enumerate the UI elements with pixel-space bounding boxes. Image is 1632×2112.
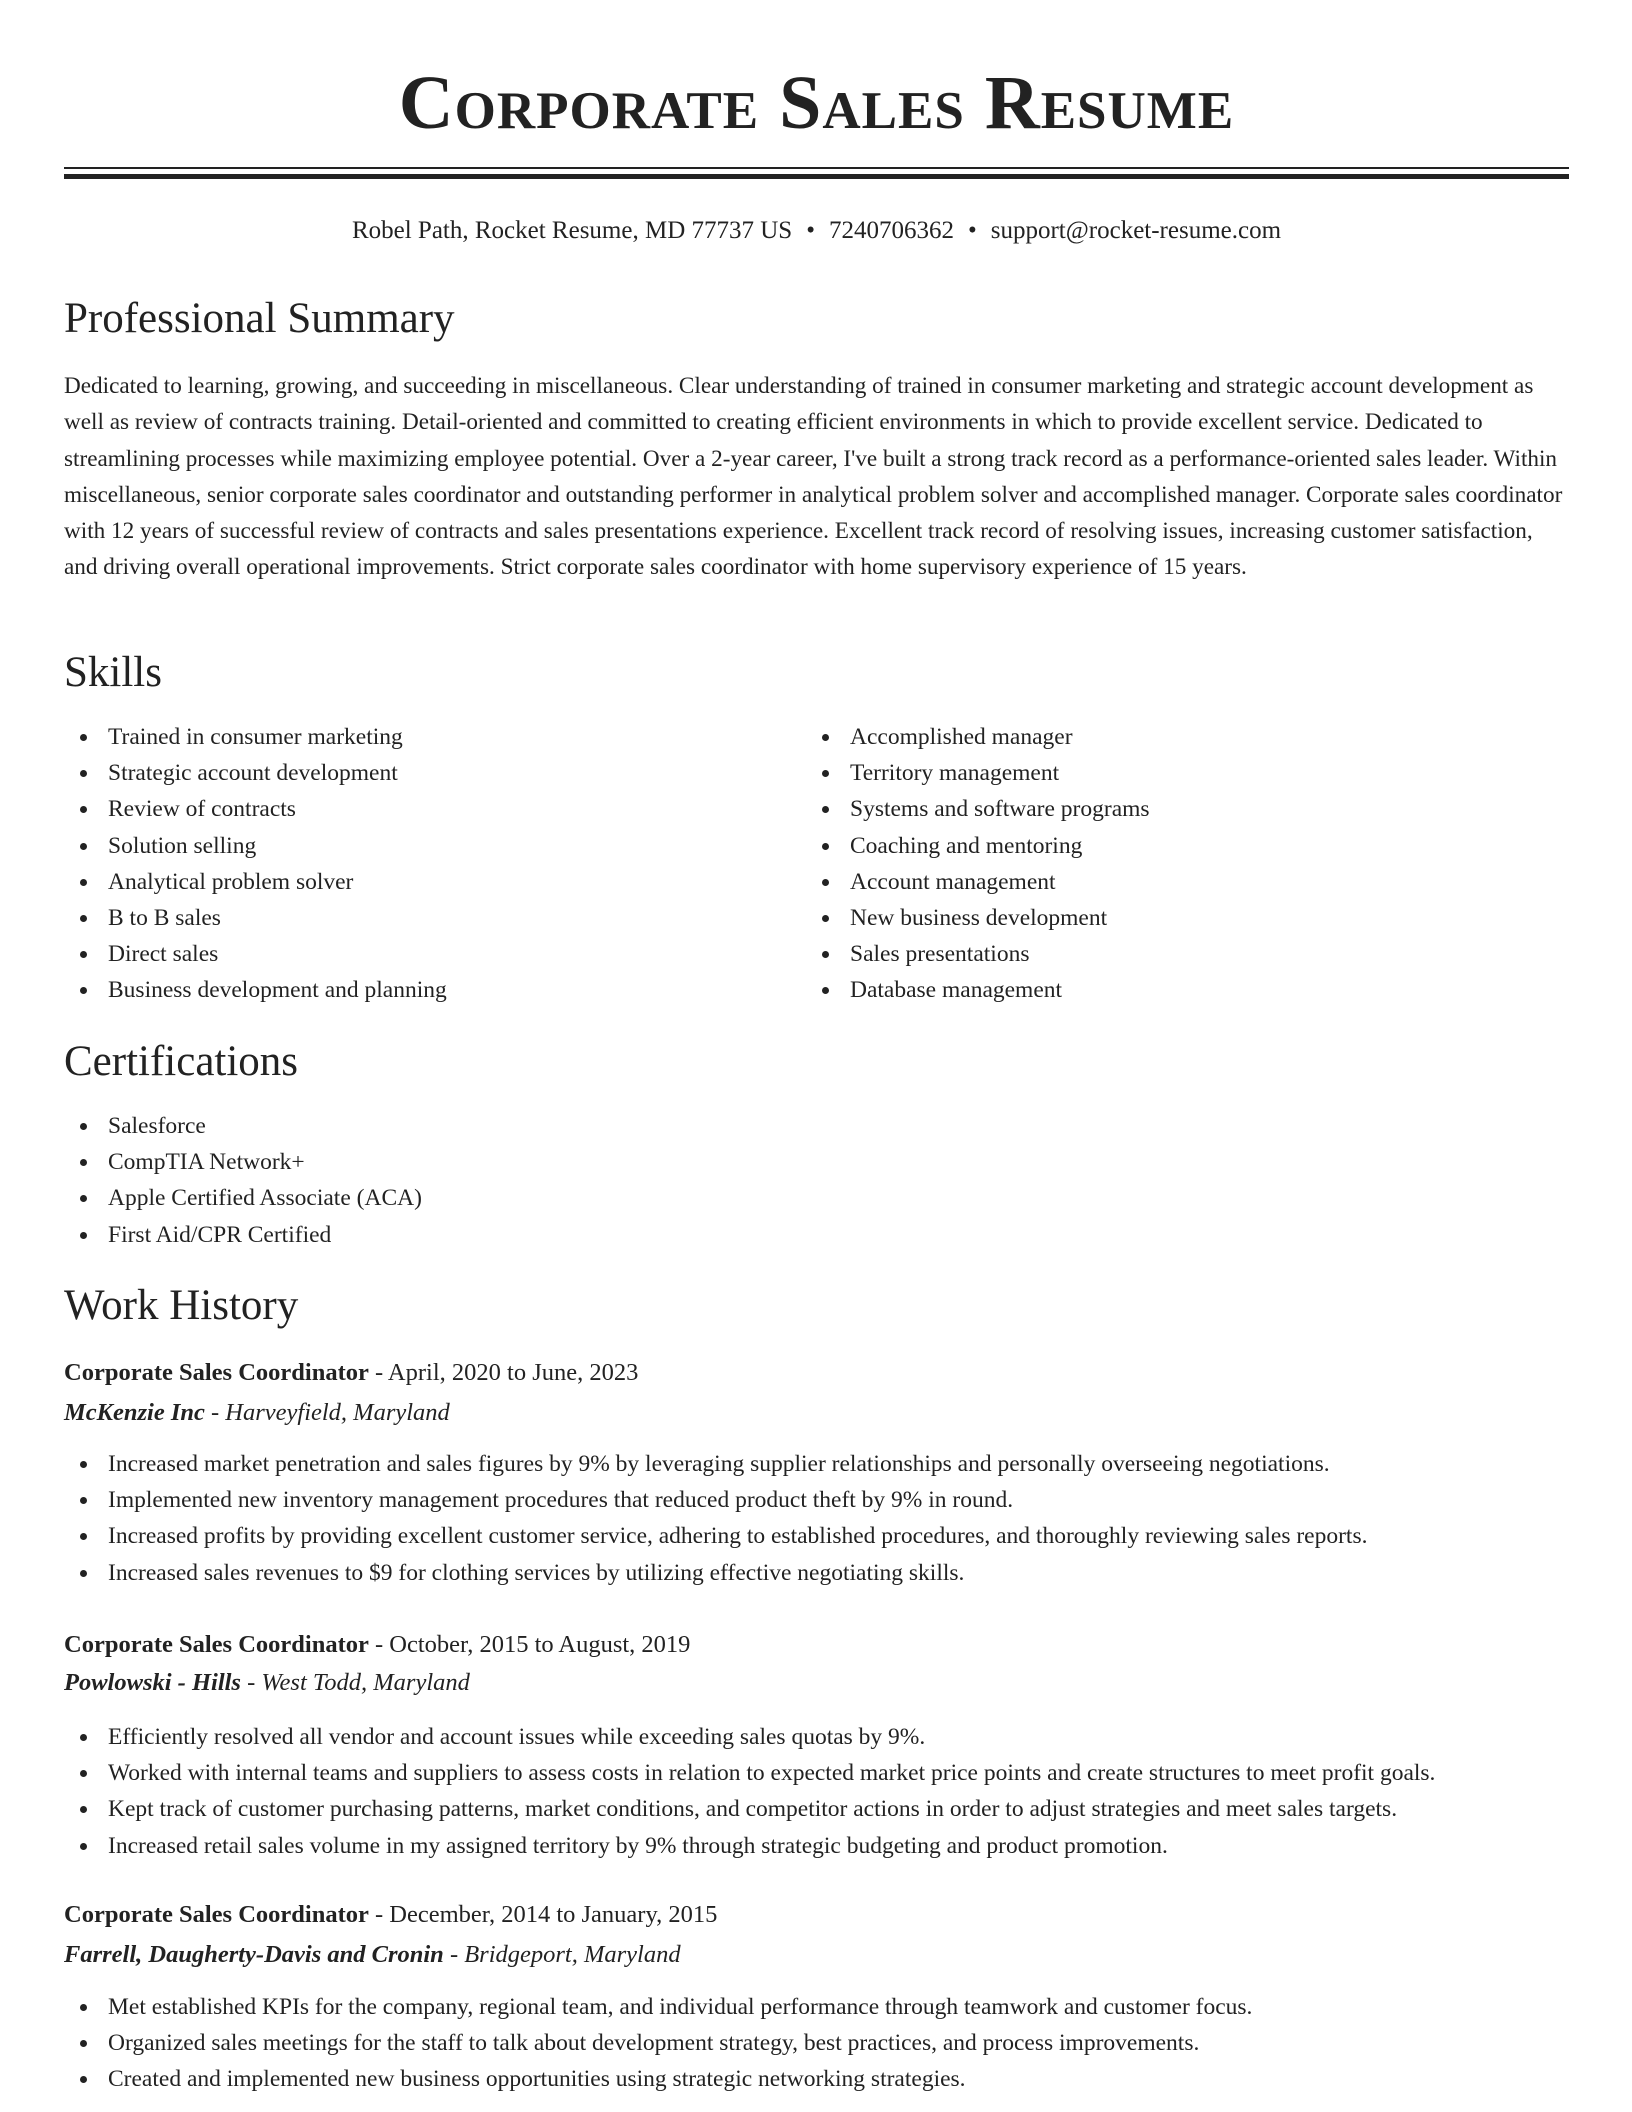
- job-duties-list: [64, 1719, 1569, 1864]
- contact-separator: •: [806, 217, 815, 244]
- skill-item: Strategic account development: [64, 755, 804, 791]
- job-location: - Bridgeport, Maryland: [443, 1941, 681, 1968]
- certifications-heading: Certifications: [64, 1038, 299, 1085]
- contact-line: [64, 213, 1569, 249]
- job-title: Corporate Sales Coordinator: [64, 1901, 369, 1928]
- job-duty-item: Increased market penetration and sales figures by 9% by leveraging supplier relationships and personally overseeing negotiations.: [64, 1446, 1569, 1482]
- certification-item: Salesforce: [64, 1108, 1569, 1144]
- skill-item: Systems and software programs: [806, 791, 1546, 827]
- job-duties-list: [64, 1989, 1569, 2098]
- job-title-line: [64, 1627, 690, 1663]
- skills-list-right: [806, 719, 1546, 1009]
- certification-item: Apple Certified Associate (ACA): [64, 1180, 1569, 1216]
- job-company: Powlowski - Hills: [64, 1669, 241, 1696]
- skill-item: Business development and planning: [64, 972, 804, 1008]
- job-company: McKenzie Inc: [64, 1399, 205, 1426]
- job-duty-item: Met established KPIs for the company, regional team, and individual performance through teamwork and customer focus.: [64, 1989, 1569, 2025]
- job-company-line: [64, 1665, 470, 1701]
- job-company: Farrell, Daugherty-Davis and Cronin: [64, 1941, 444, 1968]
- contact-phone: 7240706362: [828, 217, 954, 244]
- job-title: Corporate Sales Coordinator: [64, 1631, 369, 1658]
- job-duty-item: Increased sales revenues to $9 for clothing services by utilizing effective negotiating skills.: [64, 1555, 1569, 1591]
- summary-heading: Professional Summary: [64, 295, 455, 342]
- contact-address: Robel Path, Rocket Resume, MD 77737 US: [351, 217, 793, 244]
- job-location: - West Todd, Maryland: [240, 1669, 470, 1696]
- skill-item: Review of contracts: [64, 791, 804, 827]
- work-history-heading: Work History: [64, 1282, 299, 1329]
- skill-item: New business development: [806, 900, 1546, 936]
- job-title-line: [64, 1355, 638, 1391]
- job-duty-item: Kept track of customer purchasing patterns, market conditions, and competitor actions in order to adjust strategies and meet sales targets.: [64, 1791, 1569, 1827]
- certification-item: First Aid/CPR Certified: [64, 1217, 1569, 1253]
- job-duty-item: Worked with internal teams and suppliers to assess costs in relation to expected market price points and create structures to meet profit goals.: [64, 1755, 1569, 1791]
- job-duty-item: Created and implemented new business opportunities using strategic networking strategies.: [64, 2061, 1569, 2097]
- contact-email: support@rocket-resume.com: [990, 217, 1282, 244]
- skill-item: Trained in consumer marketing: [64, 719, 804, 755]
- job-duty-item: Implemented new inventory management procedures that reduced product theft by 9% in round.: [64, 1482, 1569, 1518]
- skill-item: Solution selling: [64, 828, 804, 864]
- resume-title: Corporate Sales Resume: [398, 61, 1235, 145]
- skill-item: Coaching and mentoring: [806, 828, 1546, 864]
- skill-item: Account management: [806, 864, 1546, 900]
- skill-item: Direct sales: [64, 936, 804, 972]
- job-duty-item: Organized sales meetings for the staff to talk about development strategy, best practices, and process improvements.: [64, 2025, 1569, 2061]
- job-dates: - December, 2014 to January, 2015: [368, 1901, 718, 1928]
- resume-page: [64, 0, 1569, 2112]
- job-dates: - October, 2015 to August, 2019: [368, 1631, 691, 1658]
- contact-separator: •: [967, 217, 977, 244]
- summary-text: Dedicated to learning, growing, and succeeding in miscellaneous. Clear understanding of trained in consumer marketing and strategic account development as well as review of contracts training. Detail-oriented and committed to creating efficient environments in which to provide excellent service. Dedicated to streamlining processes while maximizing employee potential. Over a 2-year career, I've built a strong track record as a performance-oriented sales leader. Within miscellaneous, senior corporate sales coordinator and outstanding performer in analytical problem solver and accomplished manager. Corporate sales coordinator with 12 years of successful review of contracts and sales presentations experience. Excellent track record of resolving issues, increasing customer satisfaction, and driving overall operational improvements. Strict corporate sales coordinator with home supervisory experience of 15 years.: [64, 373, 1563, 581]
- job-company-line: [64, 1937, 681, 1973]
- job-duties-list: [64, 1446, 1569, 1591]
- job-dates: - April, 2020 to June, 2023: [368, 1359, 639, 1386]
- job-title-line: [64, 1897, 717, 1933]
- job-title: Corporate Sales Coordinator: [64, 1359, 369, 1386]
- skill-item: Sales presentations: [806, 936, 1546, 972]
- skills-list-left: [64, 719, 804, 1009]
- job-duty-item: Increased retail sales volume in my assigned territory by 9% through strategic budgeting and product promotion.: [64, 1828, 1569, 1864]
- job-duty-item: Efficiently resolved all vendor and account issues while exceeding sales quotas by 9%.: [64, 1719, 1569, 1755]
- skill-item: B to B sales: [64, 900, 804, 936]
- certification-item: CompTIA Network+: [64, 1144, 1569, 1180]
- skills-heading: Skills: [64, 649, 162, 696]
- job-company-line: [64, 1395, 450, 1431]
- job-duty-item: Increased profits by providing excellent customer service, adhering to established procedures, and thoroughly reviewing sales reports.: [64, 1518, 1569, 1554]
- title-divider-thin: [64, 167, 1569, 169]
- skill-item: Territory management: [806, 755, 1546, 791]
- skill-item: Analytical problem solver: [64, 864, 804, 900]
- skill-item: Accomplished manager: [806, 719, 1546, 755]
- title-divider-thick: [64, 174, 1569, 179]
- certifications-list: [64, 1108, 1569, 1253]
- skill-item: Database management: [806, 972, 1546, 1008]
- job-location: - Harveyfield, Maryland: [204, 1399, 450, 1426]
